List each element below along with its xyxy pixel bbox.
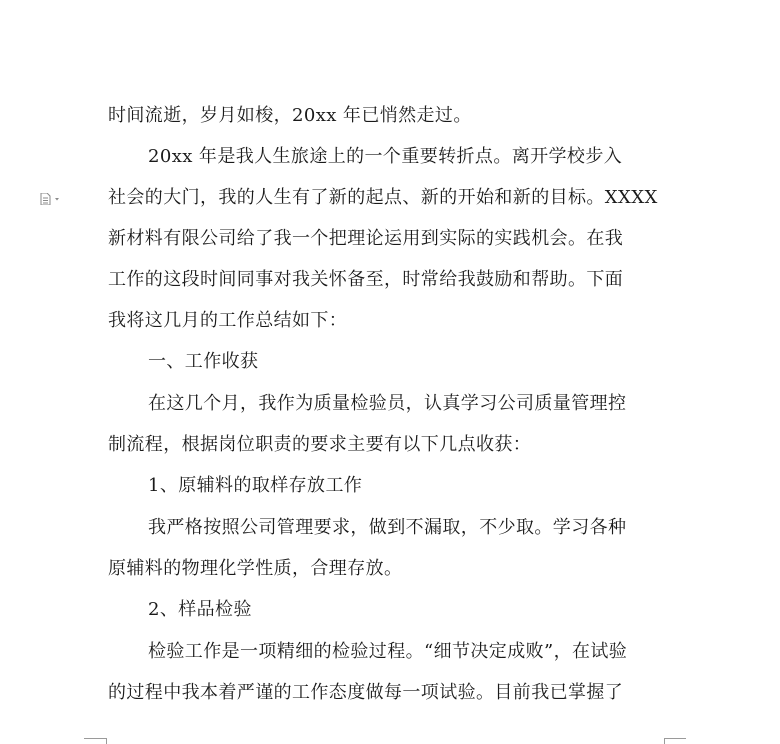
text-line: 检验工作是一项精细的检验过程。“细节决定成败”，在试验 — [148, 641, 628, 662]
section-heading: 一、工作收获 — [148, 351, 259, 372]
page-corner-mark — [106, 738, 107, 744]
text-line: 工作的这段时间同事对我关怀备至，时常给我鼓励和帮助。下面 — [108, 269, 624, 290]
page-corner-mark — [664, 738, 665, 744]
text-line: 20xx 年是我人生旅途上的一个重要转折点。离开学校步入 — [148, 146, 623, 167]
page-corner-mark — [664, 738, 686, 739]
subsection-heading: 2、样品检验 — [148, 599, 252, 620]
document-icon[interactable] — [40, 190, 62, 202]
text-line: 制流程，根据岗位职责的要求主要有以下几点收获： — [108, 434, 532, 455]
text-line: 社会的大门，我的人生有了新的起点、新的开始和新的目标。XXXX — [108, 187, 658, 208]
text-line: 时间流逝，岁月如梭，20xx 年已悄然走过。 — [108, 105, 472, 126]
subsection-heading: 1、原辅料的取样存放工作 — [148, 475, 363, 496]
text-line: 新材料有限公司给了我一个把理论运用到实际的实践机会。在我 — [108, 228, 624, 249]
page-corner-mark — [84, 738, 106, 739]
text-line: 我严格按照公司管理要求，做到不漏取，不少取。学习各种 — [148, 517, 627, 538]
text-line: 我将这几月的工作总结如下： — [108, 310, 348, 331]
text-line: 在这几个月，我作为质量检验员，认真学习公司质量管理控 — [148, 393, 627, 414]
text-line: 原辅料的物理化学性质，合理存放。 — [108, 558, 403, 579]
text-line: 的过程中我本着严谨的工作态度做每一项试验。目前我已掌握了 — [108, 682, 624, 703]
